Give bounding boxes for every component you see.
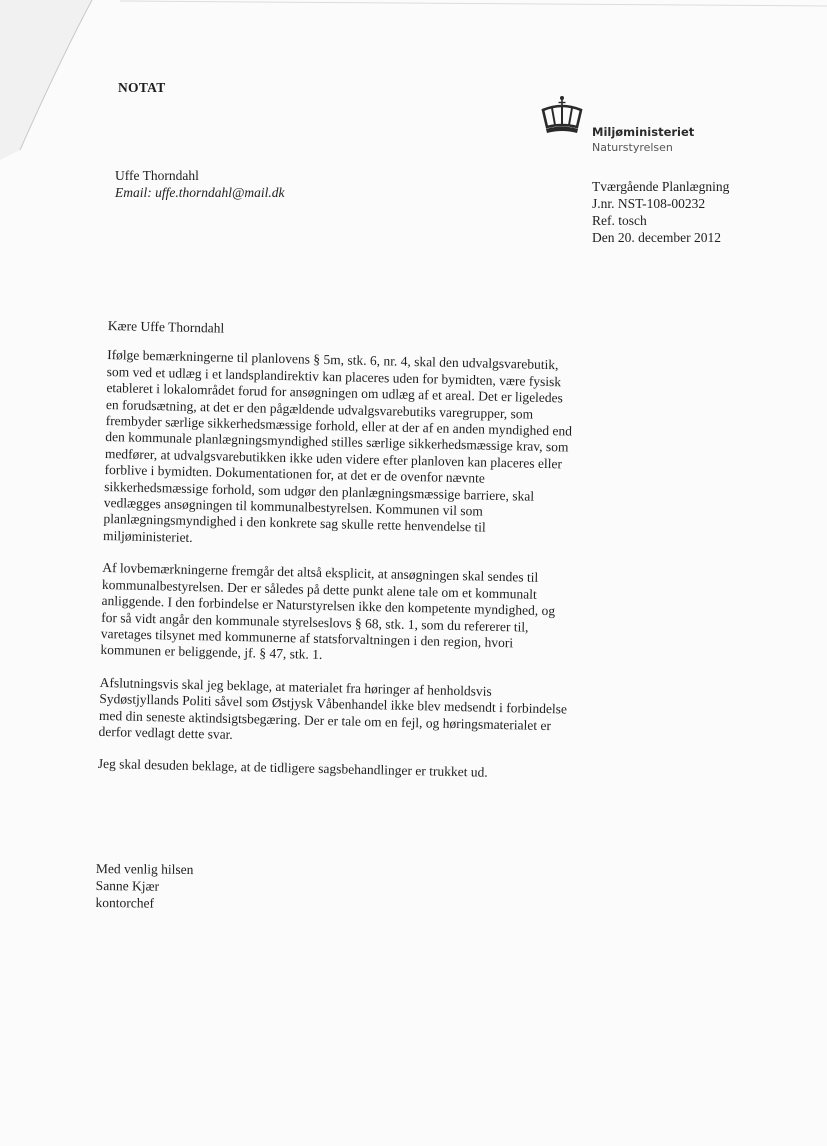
journal-number: J.nr. NST-108-00232	[592, 196, 706, 211]
agency-name: Naturstyrelsen	[592, 141, 673, 154]
paragraph-2: Af lovbemærkningerne fremgår det altså eksplicit, at ansøgningen skal sendes til kommunalbestyrelsen. Der er således på dette punkt alene tale om et kommunalt anliggende. I den forbindelse er Naturstyrelsen ikke den kompetente myndighed, og for så vidt angår den kommunale styrelseslovs § 68, stk. 1, som du refererer til, varetages tilsynet med kommunerne af statsforvaltningen i den region, hvori kommunen er beliggende, jf. § 47, stk. 1.	[100, 560, 556, 663]
recipient-block	[115, 167, 285, 201]
letter-body	[97, 318, 578, 799]
letter-date: Den 20. december 2012	[592, 230, 721, 245]
paragraph-4: Jeg skal desuden beklage, at de tidligere sagsbehandlinger er trukket ud.	[97, 756, 488, 781]
signature-block	[95, 860, 193, 912]
paragraph-1: Ifølge bemærkningerne til planlovens § 5m, stk. 6, nr. 4, skal den udvalgsvarebutik, som ved et udlæg i et landsplandirektiv kan placeres uden for bymidten, være fysisk etableret i lokalområdet forud for ansøgningen om udlæg af et areal. Det er ligeledes en forudsætning, at det er den pågældende udvalgsvarebutiks varegrupper, som frembyder særlige sikkerhedsmæssige forhold, eller at der af en anden myndighed end den kommunale planlægningsmyndighed stilles særlige sikkerhedsmæssige krav, som medfører, at udvalgsvarebutikken ikke uden videre efter planloven kan placeres eller forblive i bymidten. Dokumentationen for, at det er de ovenfor nævnte sikkerhedsmæssige forhold, som udgør den planlægningsmæssige barriere, skal vedlægges ansøgningen til kommunalbestyrelsen. Kommunen vil som planlægningsmyndighed i den konkrete sag skulle rette henvendelse til miljøministeriet.	[102, 347, 573, 545]
department: Tværgående Planlægning	[592, 179, 730, 194]
ministry-name: Miljøministeriet	[592, 125, 695, 139]
signer-role: kontorchef	[95, 894, 155, 911]
salutation: Med venlig hilsen	[95, 860, 194, 878]
document-title: NOTAT	[118, 80, 166, 95]
crown-logo-icon	[537, 94, 587, 140]
signer-name: Sanne Kjær	[95, 877, 160, 894]
ministry-block	[592, 125, 694, 155]
paragraph-3: Afslutningsvis skal jeg beklage, at materialet fra høringer af henholdsvis Sydøstjyllands Politi såvel som Østjysk Våbenhandel ikke blev medsendt i forbindelse med din seneste aktindsigtsbegæring. Der er tale om en fejl, og høringsmaterialet er derfor vedlagt dette svar.	[98, 674, 568, 742]
recipient-name: Uffe Thorndahl	[115, 168, 199, 183]
greeting: Kære Uffe Thorndahl	[107, 318, 225, 336]
recipient-email: Email: uffe.thorndahl@mail.dk	[115, 185, 285, 200]
reference: Ref. tosch	[592, 213, 647, 228]
reference-block	[592, 178, 729, 246]
